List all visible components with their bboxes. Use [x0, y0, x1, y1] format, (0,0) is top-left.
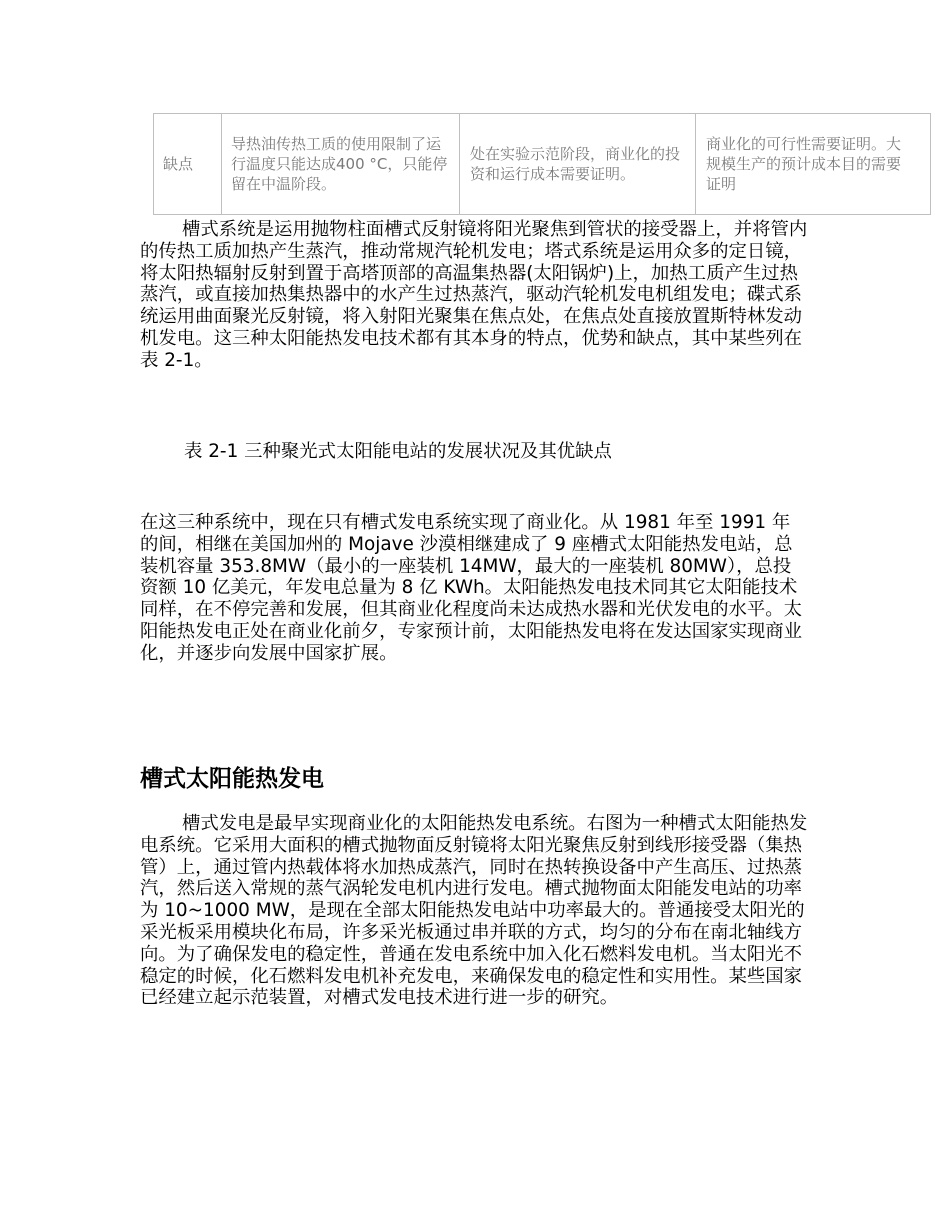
table-row-disadvantages [154, 114, 931, 215]
intro-paragraph: 槽式系统是运用抛物柱面槽式反射镜将阳光聚焦到管状的接受器上，并将管内的传热工质加热产生蒸汽，推动常规汽轮机发电；塔式系统是运用众多的定日镜，将太阳热辐射反射到置于高塔顶部的高温集热器(太阳锅炉)上，加热工质产生过热蒸汽，或直接加热集热器中的水产生过热蒸汽，驱动汽轮机发电机组发电；碟式系统运用曲面聚光反射镜，将入射阳光聚集在焦点处，在焦点处直接放置斯特林发动机发电。这三种太阳能热发电技术都有其本身的特点，优势和缺点，其中某些列在表 2-1。 [140, 219, 808, 371]
commercialization-paragraph: 在这三种系统中，现在只有槽式发电系统实现了商业化。从 1981 年至 1991 年的间，相继在美国加州的 Mojave 沙漠相继建成了 9 座槽式太阳能热发电站，总装机容量 353.8MW（最小的一座装机 14MW，最大的一座装机 80MW），总投资额 10 亿美元，年发电总量为 8 亿 KWh。太阳能热发电技术同其它太阳能技术同样，在不停完善和发展，但其商业化程度尚未达成热水器和光伏发电的水平。太阳能热发电正处在商业化前夕，专家预计前，太阳能热发电将在发达国家实现商业化，并逐步向发展中国家扩展。 [140, 512, 803, 664]
comparison-table-fragment [153, 113, 931, 215]
section-heading: 槽式太阳能热发电 [140, 766, 324, 792]
table-caption: 表 2-1 三种聚光式太阳能电站的发展状况及其优缺点 [184, 441, 612, 462]
table-cell-tower: 处在实验示范阶段，商业化的投资和运行成本需要证明。 [460, 114, 696, 215]
table-cell-dish: 商业化的可行性需要证明。大规模生产的预计成本目的需要证明 [696, 114, 931, 215]
table-row-label: 缺点 [154, 114, 222, 215]
table-cell-trough: 导热油传热工质的使用限制了运行温度只能达成400 °C，只能停留在中温阶段。 [222, 114, 460, 215]
trough-system-paragraph: 槽式发电是最早实现商业化的太阳能热发电系统。右图为一种槽式太阳能热发电系统。它采用大面积的槽式抛物面反射镜将太阳光聚焦反射到线形接受器（集热管）上，通过管内热载体将水加热成蒸汽，同时在热转换设备中产生高压、过热蒸汽，然后送入常规的蒸气涡轮发电机内进行发电。槽式抛物面太阳能发电站的功率为 10~1000 MW，是现在全部太阳能热发电站中功率最大的。普通接受太阳光的采光板采用模块化布局，许多采光板通过串并联的方式，均匀的分布在南北轴线方向。为了确保发电的稳定性，普通在发电系统中加入化石燃料发电机。当太阳光不稳定的时候，化石燃料发电机补充发电，来确保发电的稳定性和实用性。某些国家已经建立起示范装置，对槽式发电技术进行进一步的研究。 [140, 813, 808, 1009]
